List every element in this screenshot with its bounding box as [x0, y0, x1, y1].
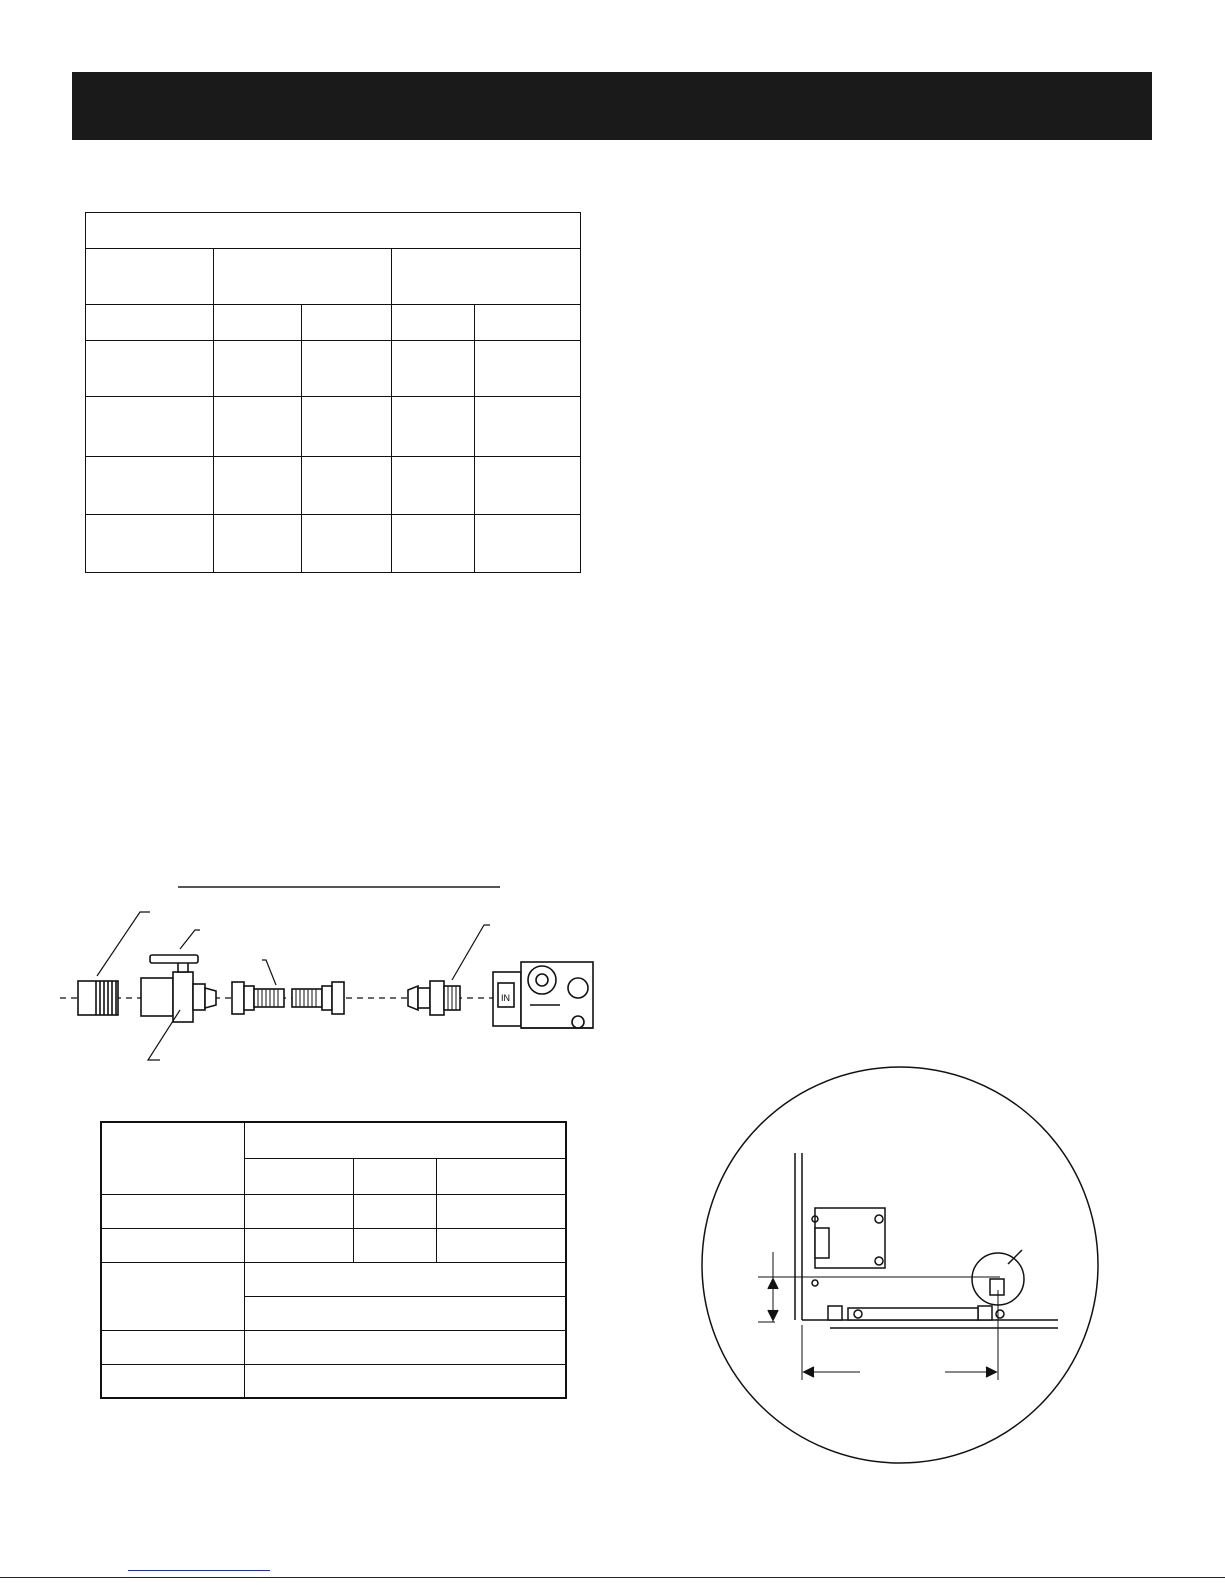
table-cell [101, 1330, 245, 1364]
table-cell [245, 1330, 567, 1364]
table-cell [101, 1364, 245, 1398]
table-row [101, 1364, 566, 1398]
flex-connector-icon [232, 982, 344, 1014]
fitting-icon [408, 981, 460, 1015]
table-subheader-cell [245, 1158, 354, 1194]
table-header-cell [245, 1122, 567, 1158]
table-row [101, 1262, 566, 1296]
table-cell [101, 1194, 245, 1228]
table-cell [437, 1228, 567, 1262]
table-subheader-cell [437, 1158, 567, 1194]
table-cell [437, 1194, 567, 1228]
detail-view [702, 1067, 1098, 1463]
table-cell [101, 1228, 245, 1262]
table-cell [245, 1262, 567, 1296]
table-cell [101, 1262, 245, 1330]
footer-divider [0, 1577, 1225, 1578]
footer-link[interactable] [128, 1570, 270, 1571]
table-header-cell [101, 1122, 245, 1194]
gas-valve-marking: IN [501, 993, 510, 1003]
table-cell [245, 1228, 354, 1262]
table-cell [245, 1364, 567, 1398]
pipe-nipple-icon [78, 981, 118, 1015]
table-row [101, 1330, 566, 1364]
detail-view-circle [702, 1067, 1098, 1463]
table-row [101, 1194, 566, 1228]
table-cell [354, 1228, 437, 1262]
table-cell [245, 1194, 354, 1228]
table-subheader-cell [354, 1158, 437, 1194]
table-row [101, 1228, 566, 1262]
table-cell [245, 1296, 567, 1330]
specifications-table [100, 1121, 567, 1399]
table-cell [354, 1194, 437, 1228]
